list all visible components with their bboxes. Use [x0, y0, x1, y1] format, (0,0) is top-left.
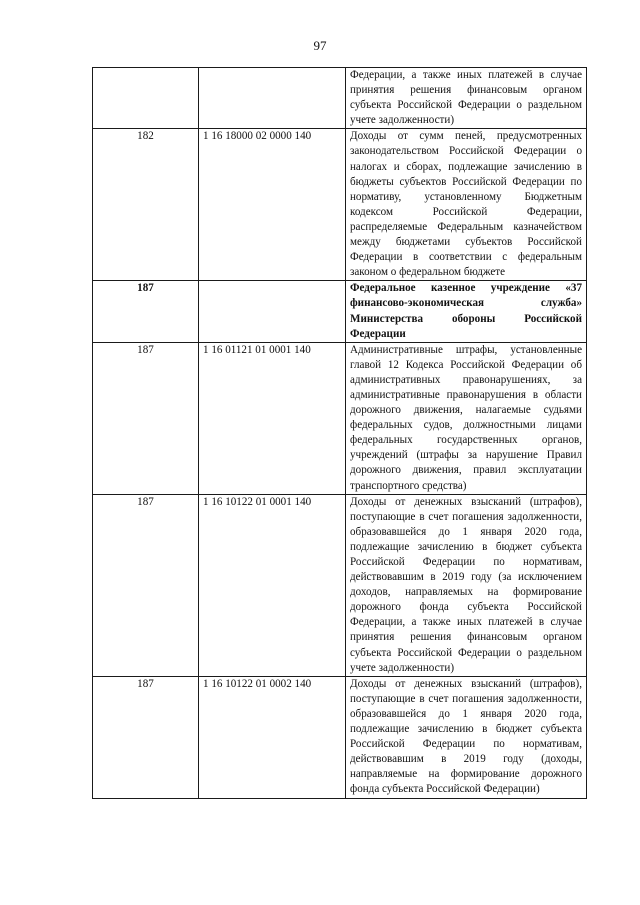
description-cell: Федерации, а также иных платежей в случае принятия решения финансовым органом субъекта Российской Федерации о раздельном учете задолженности)	[346, 68, 587, 129]
budget-code-cell: 1 16 01121 01 0001 140	[199, 342, 346, 494]
admin-code-cell: 187	[93, 342, 199, 494]
description-cell: Доходы от денежных взысканий (штрафов), поступающие в счет погашения задолженности, образовавшейся до 1 января 2020 года, подлежащие зачислению в бюджет субъекта Российской Федерации по нормативам, действовавшим в 2019 году (доходы, направляемые на формирование дорожного фонда субъекта Российской Федерации)	[346, 676, 587, 798]
table-row	[93, 129, 587, 281]
budget-code-cell: 1 16 18000 02 0000 140	[199, 129, 346, 281]
table-row	[93, 676, 587, 798]
table-row	[93, 494, 587, 676]
budget-code-cell	[199, 281, 346, 342]
revenue-codes-table	[92, 67, 587, 799]
budget-code-cell: 1 16 10122 01 0001 140	[199, 494, 346, 676]
budget-code-cell: 1 16 10122 01 0002 140	[199, 676, 346, 798]
description-cell: Административные штрафы, установленные главой 12 Кодекса Российской Федерации об административных правонарушениях, за административные правонарушения в области дорожного движения, налагаемые судьями федеральных судов, должностными лицами федеральных государственных органов, учреждений (штрафы за нарушение Правил дорожного движения, правил эксплуатации транспортного средства)	[346, 342, 587, 494]
budget-code-cell	[199, 68, 346, 129]
table-row	[93, 342, 587, 494]
administrator-name-cell: Федеральное казенное учреждение «37 финансово-экономическая служба» Министерства обороны Российской Федерации	[346, 281, 587, 342]
description-cell: Доходы от денежных взысканий (штрафов), поступающие в счет погашения задолженности, образовавшейся до 1 января 2020 года, подлежащие зачислению в бюджет субъекта Российской Федерации по нормативам, действовавшим в 2019 году (за исключением доходов, направляемых на формирование дорожного фонда субъекта Российской Федерации, а также иных платежей в случае принятия решения финансовым органом субъекта Российской Федерации о раздельном учете задолженности)	[346, 494, 587, 676]
table-row	[93, 68, 587, 129]
description-cell: Доходы от сумм пеней, предусмотренных законодательством Российской Федерации о налогах и сборах, подлежащие зачислению в бюджеты субъектов Российской Федерации по нормативу, установленному Бюджетным кодексом Российской Федерации, распределяемые Федеральным казначейством между бюджетами субъектов Российской Федерации в соответствии с федеральным законом о федеральном бюджете	[346, 129, 587, 281]
admin-code-cell	[93, 68, 199, 129]
admin-code-cell: 187	[93, 676, 199, 798]
admin-code-cell: 187	[93, 494, 199, 676]
admin-code-cell: 187	[93, 281, 199, 342]
page-number: 97	[313, 38, 327, 53]
admin-code-cell: 182	[93, 129, 199, 281]
table-row-section-header	[93, 281, 587, 342]
